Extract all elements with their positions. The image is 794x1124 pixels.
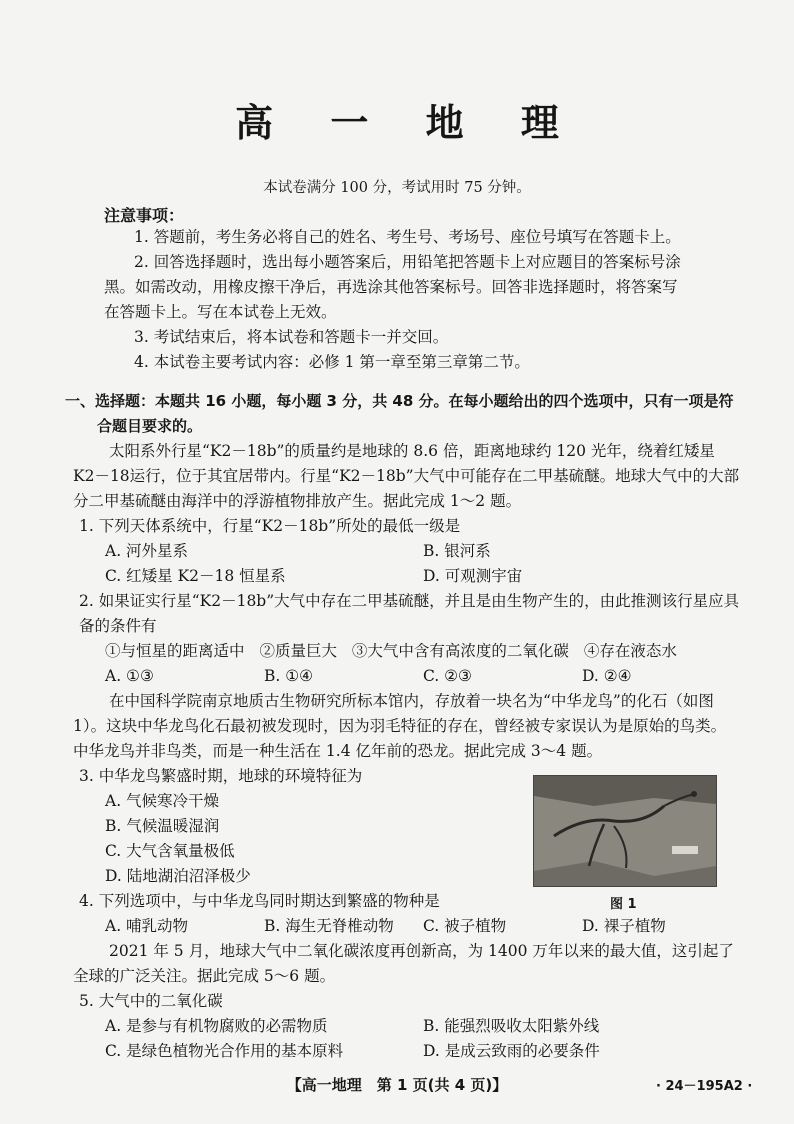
question-4: 4. 下列选项中，与中华龙鸟同时期达到繁盛的物种是 bbox=[79, 892, 440, 910]
question-4-options bbox=[65, 914, 741, 939]
passage-1: 太阳系外行星“K2－18b”的质量约是地球的 8.6 倍，距离地球约 120 光年，绕着红矮星 K2－18运行，位于其宜居带内。行星“K2－18b”大气中可能存在二甲基硫醚。地球大气中的大部分二甲基硫醚由海洋中的浮游植物排放产生。据此完成 1～2 题。 bbox=[73, 442, 740, 510]
option: B. ①④ bbox=[264, 667, 314, 685]
option: A. 是参与有机物腐败的必需物质 bbox=[105, 1017, 328, 1035]
question-5: 5. 大气中的二氧化碳 bbox=[79, 992, 223, 1010]
option: A. 河外星系 bbox=[105, 542, 189, 560]
question-5-options bbox=[65, 1039, 741, 1064]
option: B. 气候温暖湿润 bbox=[105, 817, 220, 835]
question-5-options bbox=[65, 1014, 741, 1039]
question-1-options bbox=[65, 564, 741, 589]
page-title: 高 一 地 理 bbox=[235, 101, 581, 145]
question-1: 1. 下列天体系统中，行星“K2－18b”所处的最低一级是 bbox=[79, 517, 461, 535]
notes-list bbox=[104, 225, 684, 375]
page-footer: 【高一地理 第 1 页(共 4 页)】 bbox=[286, 1076, 508, 1094]
passage-3: 2021 年 5 月，地球大气中二氧化碳浓度再创新高，为 1400 万年以来的最大值，这引起了全球的广泛关注。据此完成 5～6 题。 bbox=[73, 942, 734, 985]
question-2: 2. 如果证实行星“K2－18b”大气中存在二甲基硫醚，并且是由生物产生的，由此推测该行星应具备的条件有 bbox=[79, 592, 740, 635]
option: C. ②③ bbox=[423, 667, 472, 685]
passage-2: 在中国科学院南京地质古生物研究所标本馆内，存放着一块名为“中华龙鸟”的化石（如图1）。这块中华龙鸟化石最初被发现时，因为羽毛特征的存在，曾经被专家误认为是原始的鸟类。中华龙鸟并非鸟类，而是一种生活在 1.4 亿年前的恐龙。据此完成 3～4 题。 bbox=[73, 692, 727, 760]
option: B. 银河系 bbox=[423, 542, 491, 560]
note-item: 2. 回答选择题时，选出每小题答案后，用铅笔把答题卡上对应题目的答案标号涂黑。如需改动，用橡皮擦干净后，再选涂其他答案标号。回答非选择题时，将答案写在答题卡上。写在本试卷上无效。 bbox=[104, 253, 681, 321]
question-2-options bbox=[65, 664, 741, 689]
option: A. 哺乳动物 bbox=[105, 917, 189, 935]
option: C. 红矮星 K2－18 恒星系 bbox=[105, 567, 286, 585]
figure-caption: 图 1 bbox=[610, 897, 637, 912]
option: D. 裸子植物 bbox=[582, 917, 666, 935]
option: C. 是绿色植物光合作用的基本原料 bbox=[105, 1042, 344, 1060]
question-2-statements: ①与恒星的距离适中 ②质量巨大 ③大气中含有高浓度的二氧化碳 ④存在液态水 bbox=[105, 642, 677, 660]
option: D. 是成云致雨的必要条件 bbox=[423, 1042, 600, 1060]
option: C. 大气含氧量极低 bbox=[105, 842, 235, 860]
note-item: 1. 答题前，考生务必将自己的姓名、考生号、考场号、座位号填写在答题卡上。 bbox=[134, 228, 681, 246]
option: C. 被子植物 bbox=[423, 917, 507, 935]
option: D. 可观测宇宙 bbox=[423, 567, 523, 585]
note-item: 4. 本试卷主要考试内容：必修 1 第一章至第三章第二节。 bbox=[134, 353, 530, 371]
notes-heading: 注意事项： bbox=[104, 206, 185, 225]
option: D. ②④ bbox=[582, 667, 632, 685]
option: A. 气候寒冷干燥 bbox=[105, 792, 220, 810]
question-3: 3. 中华龙鸟繁盛时期，地球的环境特征为 bbox=[79, 767, 363, 785]
option: A. ①③ bbox=[105, 667, 154, 685]
fossil-image bbox=[534, 776, 716, 886]
option: D. 陆地湖泊沼泽极少 bbox=[105, 867, 251, 885]
exam-info: 本试卷满分 100 分，考试用时 75 分钟。 bbox=[263, 180, 531, 196]
question-1-options bbox=[65, 539, 741, 564]
choice-section bbox=[65, 389, 741, 1064]
fossil-photo bbox=[533, 775, 717, 887]
paper-code: · 24－195A2 · bbox=[656, 1079, 753, 1094]
note-item: 3. 考试结束后，将本试卷和答题卡一并交回。 bbox=[134, 328, 449, 346]
section-heading: 一、选择题：本题共 16 小题，每小题 3 分，共 48 分。在每小题给出的四个选项中，只有一项是符 合题目要求的。 bbox=[65, 392, 734, 435]
option: B. 海生无脊椎动物 bbox=[264, 917, 394, 935]
option: B. 能强烈吸收太阳紫外线 bbox=[423, 1017, 600, 1035]
